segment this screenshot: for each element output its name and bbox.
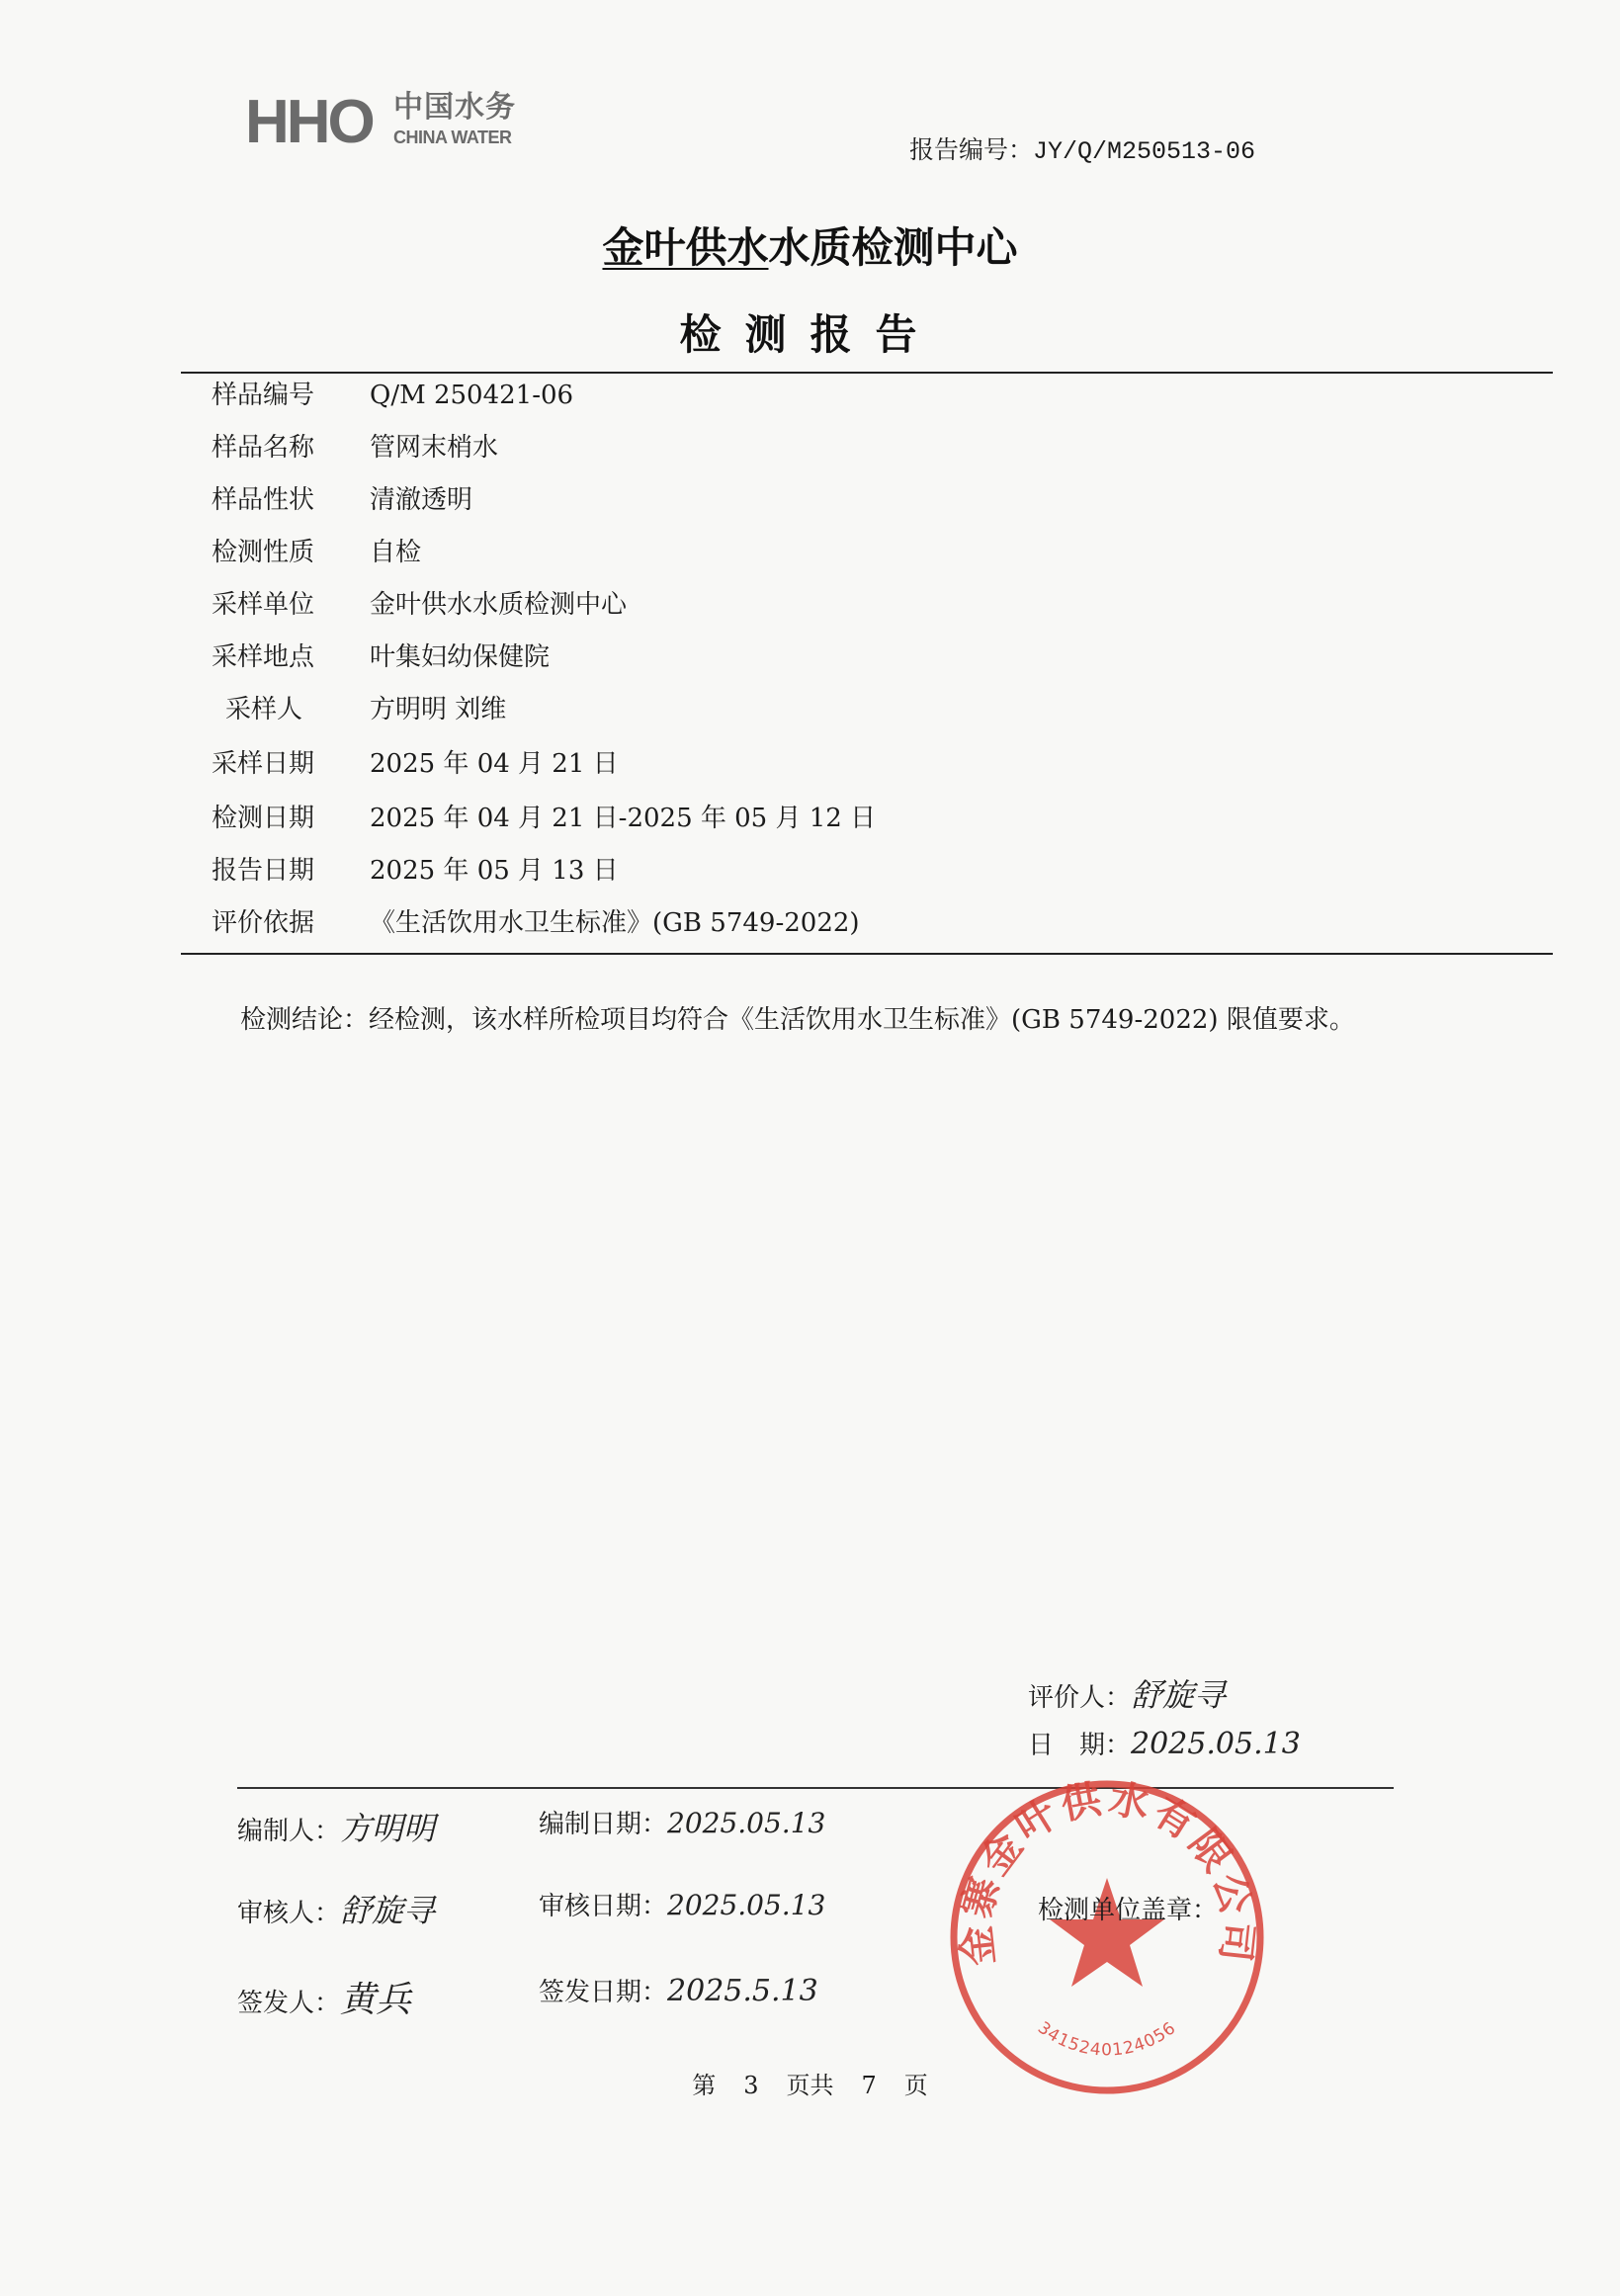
- info-value: 叶集妇幼保健院: [370, 642, 551, 672]
- seal-label: 检测单位盖章：: [1038, 1896, 1219, 1925]
- company-seal: [944, 1774, 1270, 2100]
- reviewer-signature: 舒旋寻: [340, 1892, 436, 1929]
- seal-code: 3415240124056: [1034, 2017, 1180, 2061]
- info-value: 方明明 刘维: [370, 695, 507, 724]
- compiler-signature: 方明明: [340, 1810, 436, 1847]
- info-label: 检测日期: [212, 804, 315, 833]
- info-value: 管网末梢水: [370, 433, 499, 463]
- doc-title: 检测报告: [679, 310, 941, 359]
- org-title: [0, 215, 1620, 275]
- evaluator-line: [1028, 1670, 1226, 1716]
- org-title-rest: 水质检测中心: [768, 223, 1018, 272]
- issuer-line: [237, 1972, 411, 2022]
- compile-date-label: 编制日期：: [539, 1810, 668, 1839]
- info-value: 2025 年 04 月 21 日: [370, 749, 619, 779]
- info-row: [212, 901, 860, 945]
- info-value: 《生活饮用水卫生标准》(GB 5749-2022): [370, 908, 860, 938]
- logo-en-text: CHINA WATER: [393, 128, 512, 147]
- compile-date-signature: 2025.05.13: [667, 1807, 826, 1839]
- info-row: [212, 478, 472, 522]
- svg-text:3415240124056: [1034, 2018, 1180, 2061]
- issuer-label: 签发人：: [237, 1989, 341, 2018]
- report-number-label: 报告编号：: [909, 135, 1034, 164]
- evaluation-date-label: 日 期：: [1028, 1731, 1132, 1760]
- logo-cn-text: 中国水务: [393, 90, 516, 125]
- info-label: 样品名称: [212, 433, 315, 463]
- compiler-label: 编制人：: [237, 1817, 341, 1846]
- info-label: 检测性质: [212, 538, 315, 567]
- bottom-divider: [181, 953, 1553, 955]
- info-value: 自检: [370, 538, 422, 567]
- review-date-line: [539, 1886, 825, 1922]
- issue-date-line: [539, 1972, 818, 2008]
- company-logo: [245, 87, 542, 158]
- evaluation-date-line: [1028, 1725, 1301, 1761]
- info-value: 2025 年 04 月 21 日-2025 年 05 月 12 日: [370, 804, 877, 833]
- info-row: [212, 742, 619, 786]
- page-total: 7: [861, 2072, 877, 2099]
- info-label: 采样地点: [212, 642, 315, 672]
- info-label: 采样单位: [212, 590, 315, 620]
- evaluator-label: 评价人：: [1028, 1683, 1132, 1713]
- info-row: [212, 426, 498, 469]
- evaluation-date-signature: 2025.05.13: [1131, 1727, 1301, 1761]
- info-row: [212, 636, 550, 679]
- info-label: 样品性状: [212, 485, 315, 515]
- page-suffix: 页: [903, 2072, 928, 2099]
- report-number: [909, 130, 1255, 166]
- info-row: [212, 583, 627, 627]
- info-label: 报告日期: [212, 856, 315, 886]
- report-number-value: JY/Q/M250513-06: [1033, 137, 1256, 166]
- logo-mark: HHO: [245, 88, 373, 156]
- info-value: Q/M 250421-06: [370, 381, 574, 410]
- info-row: [212, 797, 876, 840]
- info-label: 评价依据: [212, 908, 315, 938]
- info-row: [212, 849, 619, 893]
- review-date-signature: 2025.05.13: [667, 1889, 826, 1921]
- seal-text: 金寨金叶供水有限公司: [953, 1775, 1261, 1968]
- issue-date-label: 签发日期：: [539, 1978, 668, 2007]
- info-value: 清澈透明: [370, 485, 473, 515]
- issue-date-signature: 2025.5.13: [667, 1974, 818, 2008]
- page-prefix: 第: [692, 2072, 717, 2099]
- info-row: [212, 688, 506, 731]
- info-value: 金叶供水水质检测中心: [370, 590, 628, 620]
- info-row: [212, 374, 573, 417]
- info-label: 样品编号: [212, 381, 315, 410]
- issuer-signature: 黄兵: [340, 1980, 412, 2020]
- conclusion-text: 检测结论：经检测，该水样所检项目均符合《生活饮用水卫生标准》(GB 5749-2022) 限值要求。: [240, 1005, 1355, 1035]
- info-label: 采样日期: [212, 749, 315, 779]
- review-date-label: 审核日期：: [539, 1892, 668, 1921]
- reviewer-label: 审核人：: [237, 1899, 341, 1928]
- page-number: [0, 2066, 1620, 2100]
- compiler-line: [237, 1804, 435, 1849]
- page-current: 3: [743, 2072, 759, 2099]
- info-row: [212, 531, 421, 574]
- info-label: 采样人: [225, 695, 303, 724]
- page-middle: 页共: [786, 2072, 834, 2099]
- reviewer-line: [237, 1886, 435, 1931]
- info-value: 2025 年 05 月 13 日: [370, 856, 619, 886]
- evaluator-signature: 舒旋寻: [1131, 1676, 1227, 1714]
- compile-date-line: [539, 1804, 825, 1840]
- org-title-underlined: 金叶供水: [602, 223, 769, 272]
